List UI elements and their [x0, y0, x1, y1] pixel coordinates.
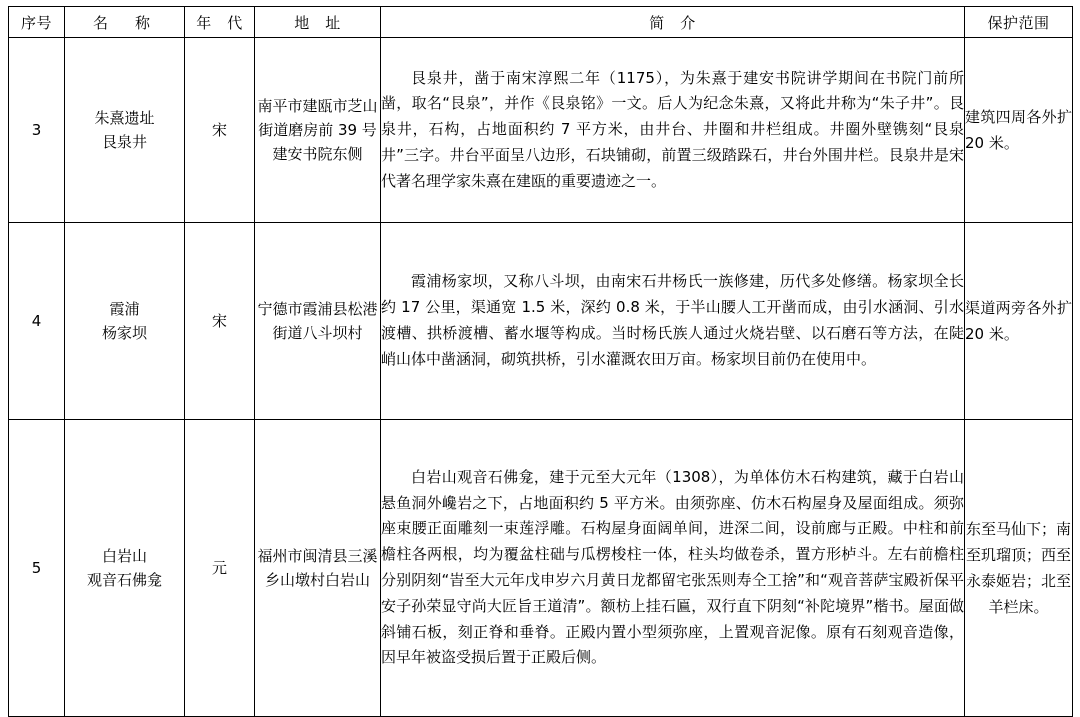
row-name-line1: 朱熹遗址 [94, 109, 155, 127]
column-header-address: 地 址 [255, 7, 381, 38]
column-header-era: 年 代 [185, 7, 255, 38]
row-number: 3 [9, 38, 65, 223]
row-scope: 东至马仙下；南至玑瑠顶；西至永泰姬岩；北至羊栏床。 [965, 420, 1073, 717]
row-scope: 渠道两旁各外扩 20 米。 [965, 223, 1073, 420]
row-number: 5 [9, 420, 65, 717]
row-address: 宁德市霞浦县松港街道八斗坝村 [255, 223, 381, 420]
row-name-line1: 白岩山 [101, 547, 147, 565]
row-name [65, 223, 185, 420]
column-header-name: 名 称 [65, 7, 185, 38]
row-description [381, 38, 965, 223]
row-number: 4 [9, 223, 65, 420]
row-description [381, 420, 965, 717]
row-name-line2: 杨家坝 [101, 324, 147, 342]
row-address: 福州市闽清县三溪乡山墩村白岩山 [255, 420, 381, 717]
row-name [65, 38, 185, 223]
table-body [9, 38, 1073, 717]
row-description-text: 霞浦杨家坝，又称八斗坝，由南宋石井杨氏一族修建，历代多处修缮。杨家坝全长约 17 公里，渠通宽 1.5 米，深约 0.8 米，于半山腰人工开凿而成，由引水涵洞、引水渡槽、拱桥渡槽、蓄水堰等构成。当时杨氏族人通过火烧岩壁、以石磨石等方法，在陡峭山体中凿涵洞，砌筑拱桥，引水灌溉农田万亩。杨家坝目前仍在使用中。 [381, 272, 964, 368]
row-era: 宋 [185, 38, 255, 223]
row-era: 元 [185, 420, 255, 717]
table-row [9, 223, 1073, 420]
row-name-line2: 观音石佛龛 [86, 571, 162, 589]
row-name-line2: 艮泉井 [101, 133, 147, 151]
row-description-text: 艮泉井，凿于南宋淳熙二年（1175），为朱熹于建安书院讲学期间在书院门前所凿，取名“艮泉”，并作《艮泉铭》一文。后人为纪念朱熹，又将此井称为“朱子井”。艮泉井，石构，占地面积约 7 平方米，由井台、井圈和井栏组成。井圈外壁镌刻“艮泉井”三字。井台平面呈八边形，石块铺砌，前置三级踏跺石，井台外围井栏。艮泉井是宋代著名理学家朱熹在建瓯的重要遗迹之一。 [381, 68, 964, 190]
table-row [9, 420, 1073, 717]
row-name-line1: 霞浦 [109, 300, 140, 318]
heritage-table [8, 6, 1073, 717]
column-header-number: 序号 [9, 7, 65, 38]
row-description [381, 223, 965, 420]
table-row [9, 38, 1073, 223]
row-description-text: 白岩山观音石佛龛，建于元至大元年（1308），为单体仿木石构建筑，藏于白岩山悬鱼洞外巉岩之下，占地面积约 5 平方米。由须弥座、仿木石构屋身及屋面组成。须弥座束腰正面雕刻一束莲浮雕。石构屋身面阔单间，进深二间，设前廊与正殿。中柱和前檐柱各两根，均为覆盆柱础与瓜楞梭柱一体，柱头均做卷杀，置方形栌斗。左右前檐柱分别阴刻“峕至大元年戊申岁六月黄日龙都留宅张炁则寿仝工捨”和“观音菩萨宝殿祈保平安子孙荣显守尚大匠旨王道清”。额枋上挂石匾，双行直下阴刻“补陀境界”楷书。屋面做斜铺石板，刻正脊和垂脊。正殿内置小型须弥座，上置观音泥像。原有石刻观音造像，因早年被盗受损后置于正殿后侧。 [381, 467, 964, 667]
table-header [9, 7, 1073, 38]
row-name [65, 420, 185, 717]
column-header-description: 简 介 [381, 7, 965, 38]
row-era: 宋 [185, 223, 255, 420]
column-header-scope: 保护范围 [965, 7, 1073, 38]
table-header-row [9, 7, 1073, 38]
row-address: 南平市建瓯市芝山街道磨房前 39 号建安书院东侧 [255, 38, 381, 223]
row-scope: 建筑四周各外扩 20 米。 [965, 38, 1073, 223]
